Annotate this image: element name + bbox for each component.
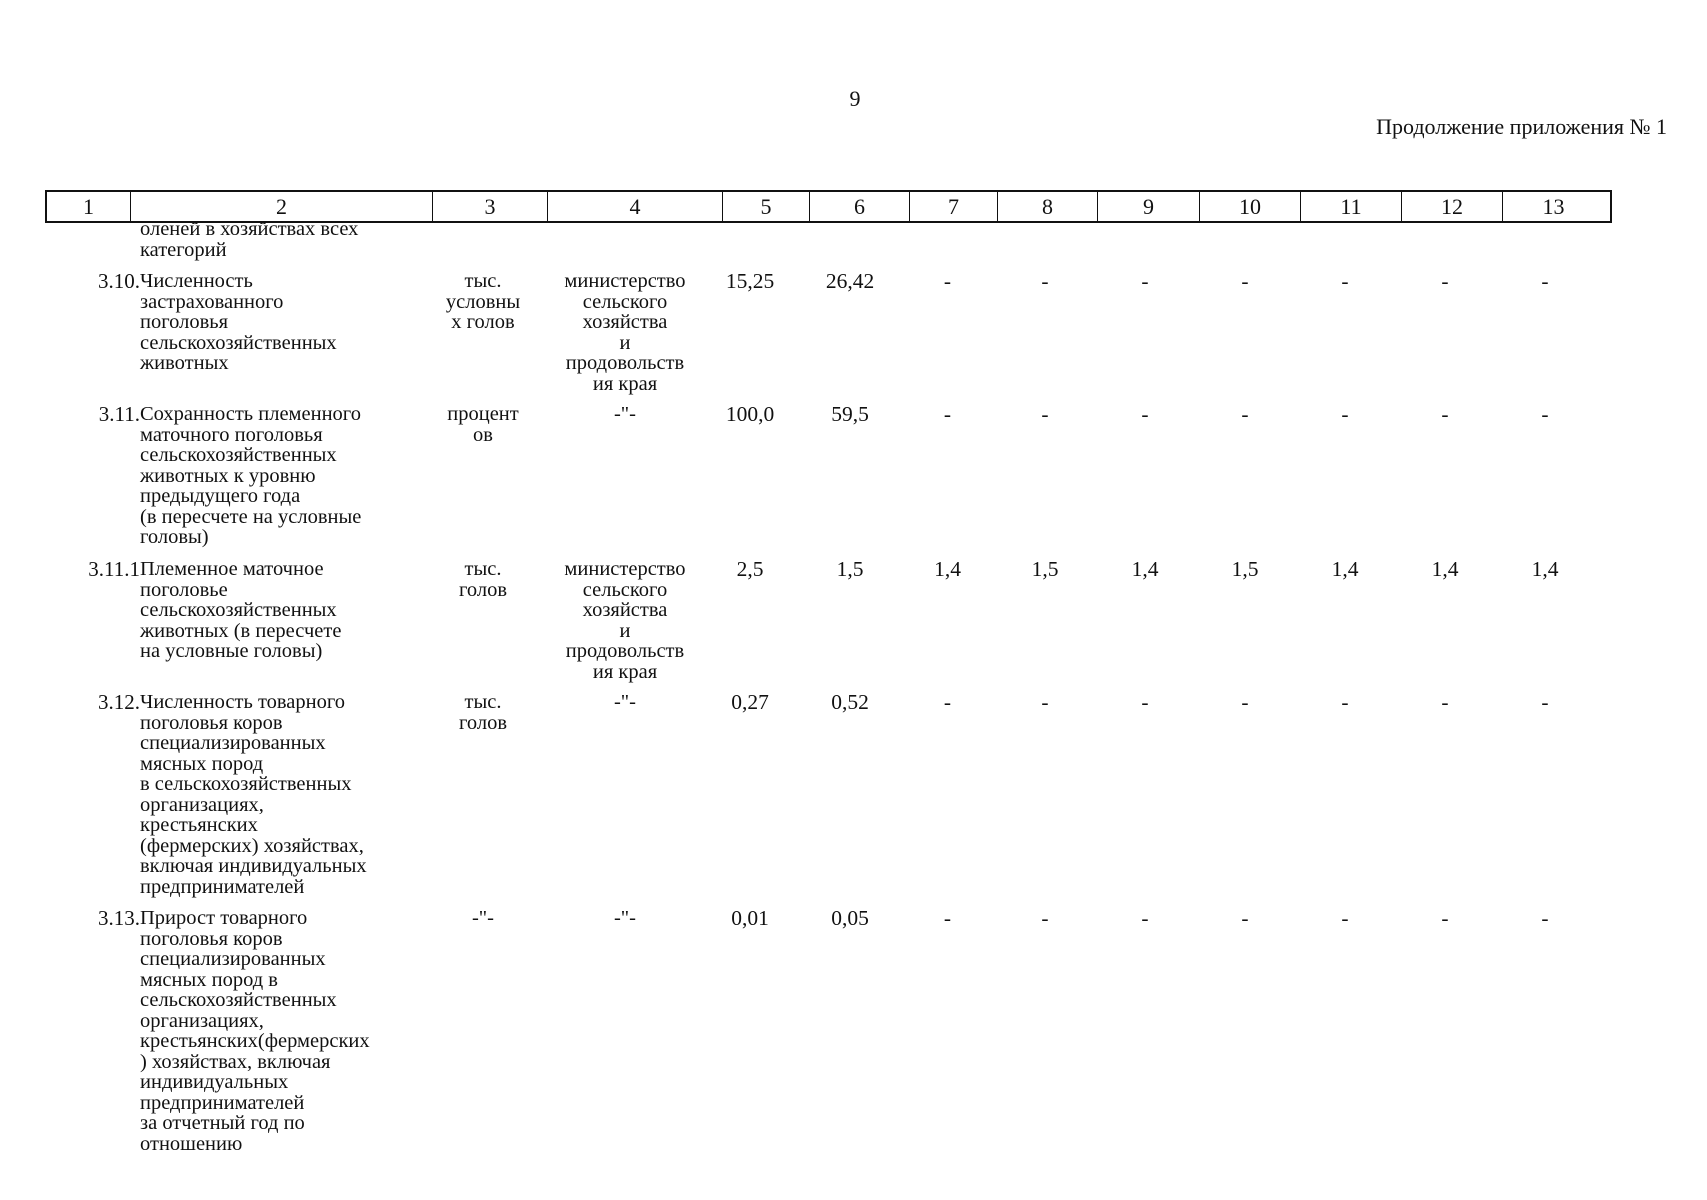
responsible-executor: министерство сельского хозяйства и продовольств ия края bbox=[564, 270, 686, 395]
value-col-6: 0,52 bbox=[831, 690, 869, 714]
value-col-7: 1,4 bbox=[934, 557, 961, 581]
value-col-8: - bbox=[1041, 269, 1049, 293]
value-col-6: 59,5 bbox=[831, 402, 869, 426]
indicator-name: Прирост товарного поголовья коров специализированных мясных пород в сельскохозяйственных организациях, крестьянских(фермерских ) хозяйствах, включая индивидуальных предпринимателей за отчетный год по отношению bbox=[140, 907, 370, 1155]
value-col-12: - bbox=[1441, 906, 1449, 930]
unit-of-measure: тыс. голов bbox=[458, 558, 508, 601]
responsible-executor: -"- bbox=[613, 403, 637, 425]
header-cell-2: 2 bbox=[131, 192, 433, 221]
value-col-6: 0,05 bbox=[831, 906, 869, 930]
value-col-13: - bbox=[1541, 402, 1549, 426]
row-number: 3.12. bbox=[98, 690, 140, 714]
unit-of-measure: тыс. условны х голов bbox=[445, 270, 521, 333]
value-col-12: - bbox=[1441, 690, 1449, 714]
value-col-9: - bbox=[1141, 690, 1149, 714]
indicator-name: Племенное маточное поголовье сельскохозяйственных животных (в пересчете на условные головы) bbox=[140, 558, 342, 662]
responsible-executor: -"- bbox=[613, 907, 637, 929]
header-cell-1: 1 bbox=[47, 192, 131, 221]
value-col-5: 2,5 bbox=[736, 557, 764, 581]
appendix-continuation-label: Продолжение приложения № 1 bbox=[1376, 114, 1667, 139]
value-col-10: - bbox=[1241, 269, 1249, 293]
value-col-13: - bbox=[1541, 269, 1549, 293]
value-col-13: 1,4 bbox=[1531, 557, 1559, 581]
row-number: 3.11.1 bbox=[88, 557, 140, 581]
header-cell-6: 6 bbox=[810, 192, 910, 221]
responsible-executor: -"- bbox=[613, 691, 637, 713]
value-col-11: - bbox=[1341, 690, 1349, 714]
header-cell-12: 12 bbox=[1402, 192, 1503, 221]
indicator-name: оленей в хозяйствах всех категорий bbox=[140, 218, 359, 261]
value-col-7: - bbox=[943, 906, 952, 930]
page-number: 9 bbox=[849, 86, 861, 111]
header-cell-3: 3 bbox=[433, 192, 548, 221]
value-col-9: - bbox=[1141, 906, 1149, 930]
indicator-name: Численность застрахованного поголовья сельскохозяйственных животных bbox=[140, 270, 337, 374]
value-col-9: - bbox=[1141, 402, 1149, 426]
value-col-9: - bbox=[1141, 269, 1149, 293]
header-cell-10: 10 bbox=[1200, 192, 1301, 221]
value-col-5: 100,0 bbox=[725, 402, 775, 426]
value-col-5: 0,01 bbox=[731, 906, 769, 930]
header-cell-7: 7 bbox=[910, 192, 998, 221]
value-col-8: - bbox=[1041, 402, 1049, 426]
header-cell-4: 4 bbox=[548, 192, 723, 221]
row-number: 3.11. bbox=[98, 402, 140, 426]
value-col-9: 1,4 bbox=[1131, 557, 1159, 581]
unit-of-measure: -"- bbox=[471, 907, 495, 929]
value-col-5: 0,27 bbox=[731, 690, 769, 714]
value-col-8: - bbox=[1041, 906, 1049, 930]
value-col-13: - bbox=[1541, 690, 1549, 714]
value-col-10: - bbox=[1241, 906, 1249, 930]
value-col-5: 15,25 bbox=[725, 269, 775, 293]
value-col-11: - bbox=[1341, 269, 1349, 293]
value-col-11: - bbox=[1341, 402, 1349, 426]
value-col-7: - bbox=[943, 690, 952, 714]
value-col-12: - bbox=[1441, 402, 1449, 426]
value-col-10: - bbox=[1241, 402, 1249, 426]
header-cell-9: 9 bbox=[1098, 192, 1200, 221]
value-col-7: - bbox=[943, 269, 952, 293]
header-cell-8: 8 bbox=[998, 192, 1098, 221]
indicator-name: Численность товарного поголовья коров специализированных мясных пород в сельскохозяйственных организациях, крестьянских (фермерских) хозяйствах, включая индивидуальных предпринимателей bbox=[140, 691, 367, 898]
value-col-7: - bbox=[943, 402, 952, 426]
value-col-11: - bbox=[1341, 906, 1349, 930]
value-col-12: - bbox=[1441, 269, 1449, 293]
value-col-10: 1,5 bbox=[1231, 557, 1259, 581]
responsible-executor: министерство сельского хозяйства и продовольств ия края bbox=[564, 558, 686, 683]
value-col-10: - bbox=[1241, 690, 1249, 714]
value-col-12: 1,4 bbox=[1431, 557, 1459, 581]
header-cell-13: 13 bbox=[1542, 194, 1565, 219]
indicator-name: Сохранность племенного маточного поголовья сельскохозяйственных животных к уровню предыдущего года (в пересчете на условные головы) bbox=[140, 403, 362, 548]
value-col-8: - bbox=[1041, 690, 1049, 714]
header-cell-5: 5 bbox=[723, 192, 810, 221]
row-number: 3.13. bbox=[98, 906, 140, 930]
value-col-13: - bbox=[1541, 906, 1549, 930]
value-col-6: 26,42 bbox=[825, 269, 875, 293]
header-cell-11: 11 bbox=[1301, 192, 1402, 221]
unit-of-measure: тыс. голов bbox=[458, 691, 508, 734]
row-number: 3.10. bbox=[98, 269, 140, 293]
value-col-11: 1,4 bbox=[1331, 557, 1359, 581]
value-col-6: 1,5 bbox=[836, 557, 864, 581]
value-col-8: 1,5 bbox=[1031, 557, 1059, 581]
unit-of-measure: процент ов bbox=[447, 403, 519, 446]
